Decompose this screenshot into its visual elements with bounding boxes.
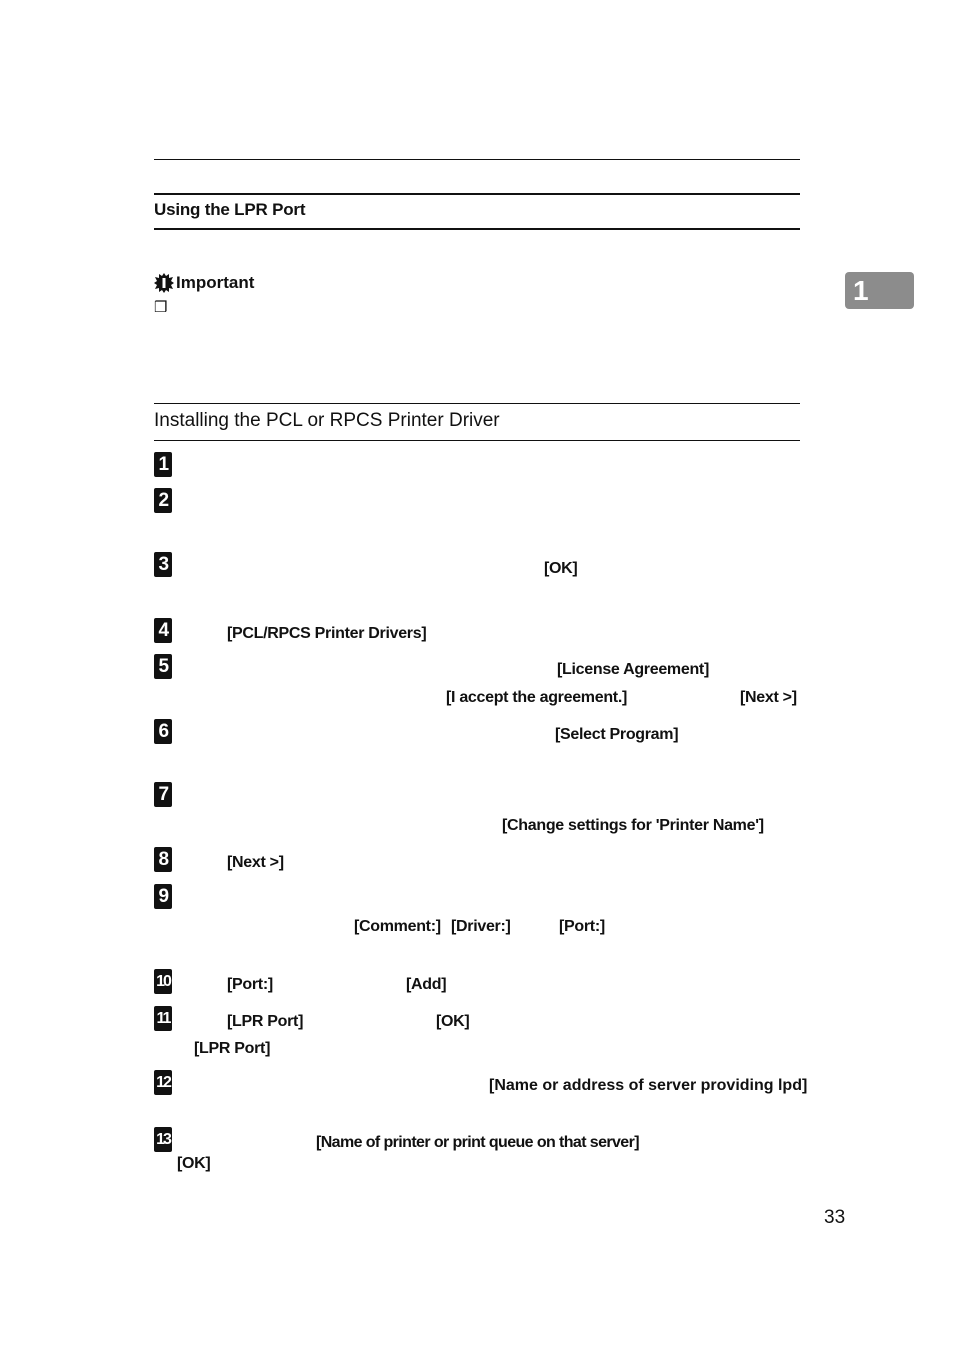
step-keyword: [Driver:] xyxy=(451,918,511,935)
step-number: 11 xyxy=(154,1006,172,1031)
step-number: 3 xyxy=(154,552,172,577)
step-keyword: [Port:] xyxy=(559,918,605,935)
section-rule-bottom xyxy=(154,228,800,230)
step-keyword: [Name or address of server providing lpd] xyxy=(489,1077,808,1094)
step-keyword: [Comment:] xyxy=(354,918,441,935)
step-keyword: [I accept the agreement.] xyxy=(446,689,628,706)
step-keyword: [Name of printer or print queue on that server] xyxy=(316,1134,639,1151)
step-keyword: [Add] xyxy=(406,976,447,993)
subheading-rule-top xyxy=(154,403,800,404)
step-number: 6 xyxy=(154,719,172,744)
step-number: 13 xyxy=(154,1127,172,1152)
step-number: 12 xyxy=(154,1070,172,1095)
important-note xyxy=(154,273,254,293)
section-title: Using the LPR Port xyxy=(154,200,306,219)
step-number: 4 xyxy=(154,618,172,643)
subheading: Installing the PCL or RPCS Printer Driver xyxy=(154,410,500,431)
section-rule-top xyxy=(154,193,800,195)
chapter-tab: 1 xyxy=(845,272,914,309)
step-number: 10 xyxy=(154,969,172,994)
step-number: 1 xyxy=(154,452,172,477)
step-keyword: [Select Program] xyxy=(555,726,679,743)
step-keyword: [OK] xyxy=(177,1155,211,1172)
step-keyword: [LPR Port] xyxy=(227,1013,304,1030)
step-keyword: [OK] xyxy=(544,560,578,577)
step-keyword: [Next >] xyxy=(740,689,797,706)
step-keyword: [PCL/RPCS Printer Drivers] xyxy=(227,625,427,642)
step-keyword: [License Agreement] xyxy=(557,661,709,678)
step-number: 2 xyxy=(154,488,172,513)
step-keyword: [Next >] xyxy=(227,854,284,871)
top-rule xyxy=(154,159,800,160)
step-number: 7 xyxy=(154,782,172,807)
step-keyword: [OK] xyxy=(436,1013,470,1030)
step-keyword: [Change settings for 'Printer Name'] xyxy=(502,817,764,834)
important-icon xyxy=(154,273,174,293)
note-checkbox-icon: ❒ xyxy=(154,299,168,316)
page-number: 33 xyxy=(824,1207,846,1228)
step-number: 9 xyxy=(154,884,172,909)
step-keyword: [Port:] xyxy=(227,976,273,993)
important-label: Important xyxy=(176,273,255,292)
subheading-rule-bottom xyxy=(154,440,800,441)
step-keyword: [LPR Port] xyxy=(194,1040,271,1057)
step-number: 5 xyxy=(154,654,172,679)
step-number: 8 xyxy=(154,847,172,872)
